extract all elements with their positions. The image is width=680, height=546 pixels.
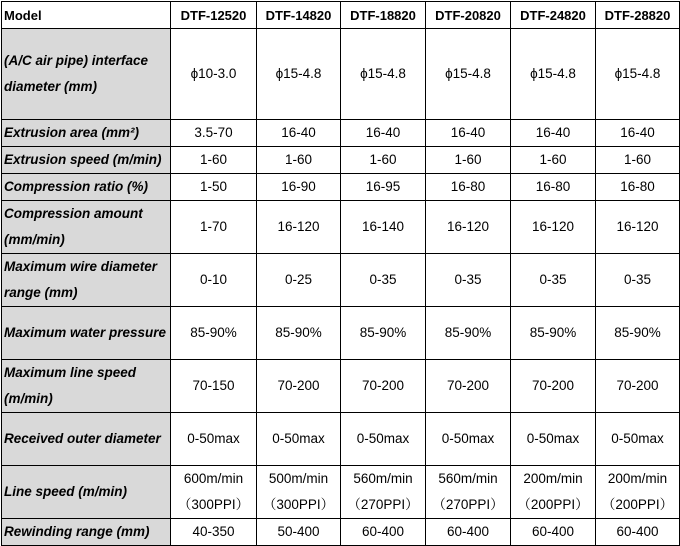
table-cell: 0-35: [596, 254, 680, 307]
table-cell: 0-35: [341, 254, 426, 307]
table-cell: 1-60: [511, 147, 596, 174]
table-cell: 1-70: [171, 201, 257, 254]
table-cell: 60-400: [426, 519, 511, 546]
row-label: Extrusion speed (m/min): [2, 147, 171, 174]
model-column-header: DTF-24820: [511, 2, 596, 29]
table-cell: 0-50max: [341, 413, 426, 466]
table-row: [2, 307, 680, 360]
row-label: (A/C air pipe) interface diameter (mm): [2, 29, 171, 120]
table-cell: 0-25: [257, 254, 341, 307]
table-cell: 70-200: [426, 360, 511, 413]
table-row: [2, 147, 680, 174]
row-label: Compression amount (mm/min): [2, 201, 171, 254]
table-cell: 1-60: [426, 147, 511, 174]
table-cell: 0-50max: [257, 413, 341, 466]
table-row: [2, 519, 680, 546]
header-row: [2, 2, 680, 29]
table-cell: 0-50max: [426, 413, 511, 466]
table-row: [2, 254, 680, 307]
table-cell: 200m/min（200PPI）: [511, 466, 596, 519]
row-label: Line speed (m/min): [2, 466, 171, 519]
table-cell: 0-10: [171, 254, 257, 307]
table-row: [2, 174, 680, 201]
table-row: [2, 360, 680, 413]
table-cell: 16-80: [426, 174, 511, 201]
table-cell: 85-90%: [341, 307, 426, 360]
table-cell: 16-40: [257, 120, 341, 147]
row-label: Extrusion area (mm²): [2, 120, 171, 147]
table-cell: 16-140: [341, 201, 426, 254]
table-cell: 1-60: [257, 147, 341, 174]
model-column-header: DTF-18820: [341, 2, 426, 29]
table-cell: 16-80: [596, 174, 680, 201]
table-cell: 16-40: [341, 120, 426, 147]
table-cell: 0-50max: [596, 413, 680, 466]
table-cell: 560m/min（270PPI）: [426, 466, 511, 519]
table-cell: 70-200: [511, 360, 596, 413]
row-label: Maximum water pressure: [2, 307, 171, 360]
table-cell: 16-40: [511, 120, 596, 147]
table-cell: 16-120: [257, 201, 341, 254]
table-cell: 1-60: [341, 147, 426, 174]
table-cell: ϕ10-3.0: [171, 29, 257, 120]
row-label: Rewinding range (mm): [2, 519, 171, 546]
table-cell: 60-400: [341, 519, 426, 546]
table-cell: 85-90%: [511, 307, 596, 360]
table-cell: 85-90%: [596, 307, 680, 360]
table-row: [2, 466, 680, 519]
model-column-header: DTF-12520: [171, 2, 257, 29]
spec-table: [1, 1, 680, 546]
table-cell: ϕ15-4.8: [341, 29, 426, 120]
table-cell: 40-350: [171, 519, 257, 546]
table-cell: ϕ15-4.8: [426, 29, 511, 120]
table-cell: 60-400: [596, 519, 680, 546]
row-label: Maximum wire diameter range (mm): [2, 254, 171, 307]
table-cell: 0-50max: [171, 413, 257, 466]
table-row: [2, 201, 680, 254]
table-cell: 16-40: [596, 120, 680, 147]
table-row: [2, 120, 680, 147]
table-cell: 1-60: [171, 147, 257, 174]
table-row: [2, 413, 680, 466]
table-cell: 16-120: [426, 201, 511, 254]
table-row: [2, 29, 680, 120]
table-cell: 70-200: [341, 360, 426, 413]
row-label: Received outer diameter: [2, 413, 171, 466]
table-cell: ϕ15-4.8: [257, 29, 341, 120]
model-header: Model: [2, 2, 171, 29]
table-cell: 0-35: [511, 254, 596, 307]
table-cell: 70-150: [171, 360, 257, 413]
model-column-header: DTF-20820: [426, 2, 511, 29]
table-cell: 70-200: [596, 360, 680, 413]
table-cell: 3.5-70: [171, 120, 257, 147]
table-cell: 16-120: [511, 201, 596, 254]
table-cell: 0-50max: [511, 413, 596, 466]
row-label: Maximum line speed (m/min): [2, 360, 171, 413]
row-label: Compression ratio (%): [2, 174, 171, 201]
table-cell: 85-90%: [257, 307, 341, 360]
table-cell: 16-90: [257, 174, 341, 201]
model-column-header: DTF-28820: [596, 2, 680, 29]
table-cell: 1-60: [596, 147, 680, 174]
table-cell: 16-80: [511, 174, 596, 201]
table-cell: 70-200: [257, 360, 341, 413]
table-cell: 60-400: [511, 519, 596, 546]
table-cell: ϕ15-4.8: [596, 29, 680, 120]
table-cell: 16-95: [341, 174, 426, 201]
table-cell: 1-50: [171, 174, 257, 201]
table-cell: 200m/min（200PPI）: [596, 466, 680, 519]
table-cell: 85-90%: [426, 307, 511, 360]
table-cell: 0-35: [426, 254, 511, 307]
table-cell: 560m/min（270PPI）: [341, 466, 426, 519]
table-cell: 16-120: [596, 201, 680, 254]
table-cell: ϕ15-4.8: [511, 29, 596, 120]
table-cell: 50-400: [257, 519, 341, 546]
table-cell: 16-40: [426, 120, 511, 147]
table-cell: 500m/min（300PPI）: [257, 466, 341, 519]
model-column-header: DTF-14820: [257, 2, 341, 29]
table-cell: 600m/min（300PPI）: [171, 466, 257, 519]
table-cell: 85-90%: [171, 307, 257, 360]
